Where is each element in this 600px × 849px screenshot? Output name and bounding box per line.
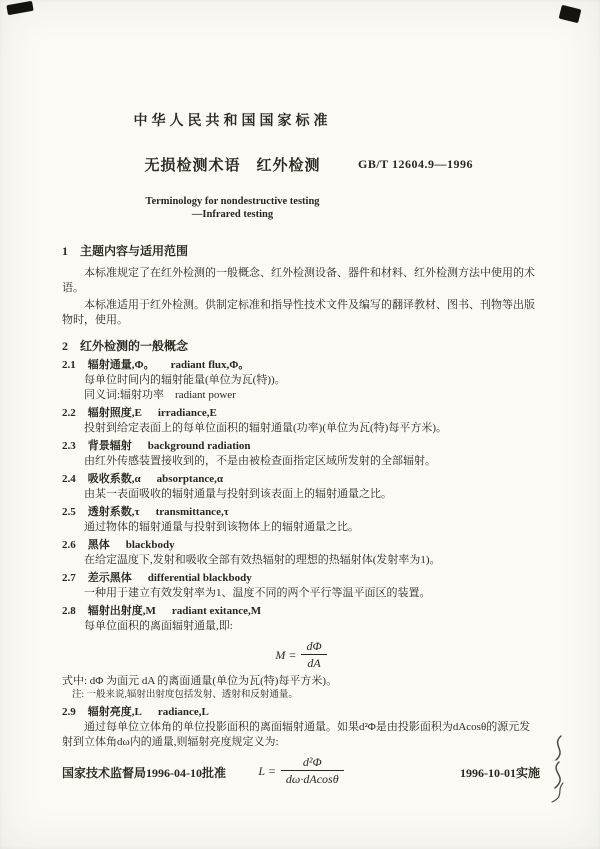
- document-title: 无损检测术语 红外检测: [144, 158, 321, 174]
- term-definition: 由红外传感装置接收到的，不是由被检查面指定区域所发射的全部辐射。: [84, 455, 436, 467]
- term-name-en: radiant exitance,M: [171, 605, 262, 617]
- term-number: 2.2: [62, 407, 76, 419]
- paragraph: 本标准适用于红外检测。供制定标准和指导性技术文件及编写的翻译教材、图书、刊物等出版物时，使用。: [62, 299, 535, 326]
- term-entry: [62, 358, 540, 403]
- term-name-en: differential blackbody: [147, 572, 252, 584]
- paragraph: 本标准规定了在红外检测的一般概念、红外检测设备、器件和材料、红外检测方法中使用的术语。: [62, 267, 535, 294]
- term-name-cn: 透射系数,τ: [87, 506, 140, 518]
- term-number: 2.7: [62, 572, 76, 584]
- document-footer: [62, 764, 540, 781]
- formula-lhs: M =: [275, 647, 297, 662]
- term-name-cn: 黑体: [87, 539, 110, 551]
- term-definition: 一种用于建立有效发射率为1、温度不同的两个平行等温平面区的装置。: [84, 587, 431, 599]
- term-head: [62, 538, 540, 553]
- term-name-cn: 差示黑体: [87, 572, 132, 584]
- term-definition: 在给定温度下,发射和吸收全部有效热辐射的理想的热辐射体(发射率为1)。: [84, 554, 441, 566]
- standard-label: 中华人民共和国国家标准: [133, 114, 332, 129]
- term-head: [62, 406, 540, 421]
- term-name-en: transmittance,τ: [155, 506, 229, 518]
- formula-explanation: 式中: dΦ 为面元 dA 的离面通量(单位为瓦(特)每平方米)。: [62, 675, 338, 687]
- term-head: [62, 358, 540, 373]
- term-head: [62, 472, 540, 487]
- formula-radiant-exitance: [62, 639, 540, 670]
- scan-mark-top-left-icon: [6, 1, 33, 15]
- term-definition: 通过物体的辐射通量与投射到该物体上的辐射通量之比。: [84, 521, 359, 533]
- formula-lhs: L =: [258, 763, 276, 778]
- term-entry: [62, 571, 540, 601]
- document-body: [62, 244, 540, 790]
- scan-mark-top-right-icon: [559, 5, 582, 23]
- fraction-numerator: d²Φ: [281, 755, 344, 771]
- term-head: [62, 439, 540, 454]
- term-number: 2.3: [62, 440, 76, 452]
- term-name-cn: 辐射亮度,L: [87, 706, 142, 718]
- term-entry: [62, 505, 540, 535]
- term-number: 2.8: [62, 605, 76, 617]
- approval-line: 国家技术监督局1996-04-10批准: [62, 766, 226, 780]
- term-name-cn: 辐射出射度,M: [87, 605, 156, 617]
- term-name-cn: 辐射照度,E: [87, 407, 142, 419]
- handwriting-mark: [542, 733, 574, 805]
- fraction-numerator: dΦ: [301, 639, 326, 655]
- term-number: 2.1: [62, 359, 76, 371]
- term-entry: [62, 406, 540, 436]
- term-entry: [62, 439, 540, 469]
- term-head: [62, 604, 540, 619]
- section-heading: 1 主题内容与适用范围: [62, 244, 189, 258]
- synonym-line: 同义词:辐射功率 radiant power: [84, 389, 236, 401]
- term-name-cn: 辐射通量,Φ。: [87, 359, 155, 371]
- english-title-line1: Terminology for nondestructive testing: [145, 196, 320, 207]
- term-name-en: blackbody: [125, 539, 175, 551]
- term-definition: 由某一表面吸收的辐射通量与投射到该表面上的辐射通量之比。: [84, 488, 392, 500]
- term-name-en: background radiation: [147, 440, 251, 452]
- term-definition: 投射到给定表面上的每单位面积的辐射通量(功率)(单位为瓦(特)每平方米)。: [84, 422, 447, 434]
- term-entry: [62, 538, 540, 568]
- term-name-en: irradiance,E: [157, 407, 217, 419]
- term-number: 2.4: [62, 473, 76, 485]
- term-name-cn: 吸收系数,α: [87, 473, 141, 485]
- term-name-cn: 背景辐射: [87, 440, 132, 452]
- term-number: 2.9: [62, 706, 76, 718]
- note-line: 注: 一般来说,辐射出射度包括发射、透射和反射通量。: [72, 690, 298, 700]
- fraction: [301, 639, 326, 670]
- section-heading: 2 红外检测的一般概念: [62, 339, 189, 353]
- english-title-line2: —Infrared testing: [191, 209, 274, 220]
- term-entry: [62, 472, 540, 502]
- term-definition: 每单位时间内的辐射能量(单位为瓦(特))。: [84, 374, 286, 386]
- standard-number: GB/T 12604.9—1996: [358, 157, 473, 171]
- term-number: 2.6: [62, 539, 76, 551]
- term-entry: [62, 604, 540, 702]
- term-number: 2.5: [62, 506, 76, 518]
- implementation-date: 1996-10-01实施: [460, 766, 540, 780]
- term-definition: 通过每单位立体角的单位投影面积的离面辐射通量。如果d²Φ是由投影面积为dAcosθ的源元发射到立体角dω内的通量,则辐射亮度规定义为:: [62, 721, 531, 748]
- term-name-en: radiance,L: [157, 706, 209, 718]
- term-head: [62, 505, 540, 520]
- english-title: [0, 195, 465, 221]
- term-head: [62, 705, 540, 720]
- term-name-en: radiant flux,Φ。: [170, 359, 250, 371]
- term-definition: 每单位面积的离面辐射通量,即:: [84, 620, 233, 632]
- term-head: [62, 571, 540, 586]
- term-name-en: absorptance,α: [156, 473, 223, 485]
- fraction-denominator: dω·dAcosθ: [285, 772, 339, 786]
- fraction-denominator: dA: [307, 656, 321, 670]
